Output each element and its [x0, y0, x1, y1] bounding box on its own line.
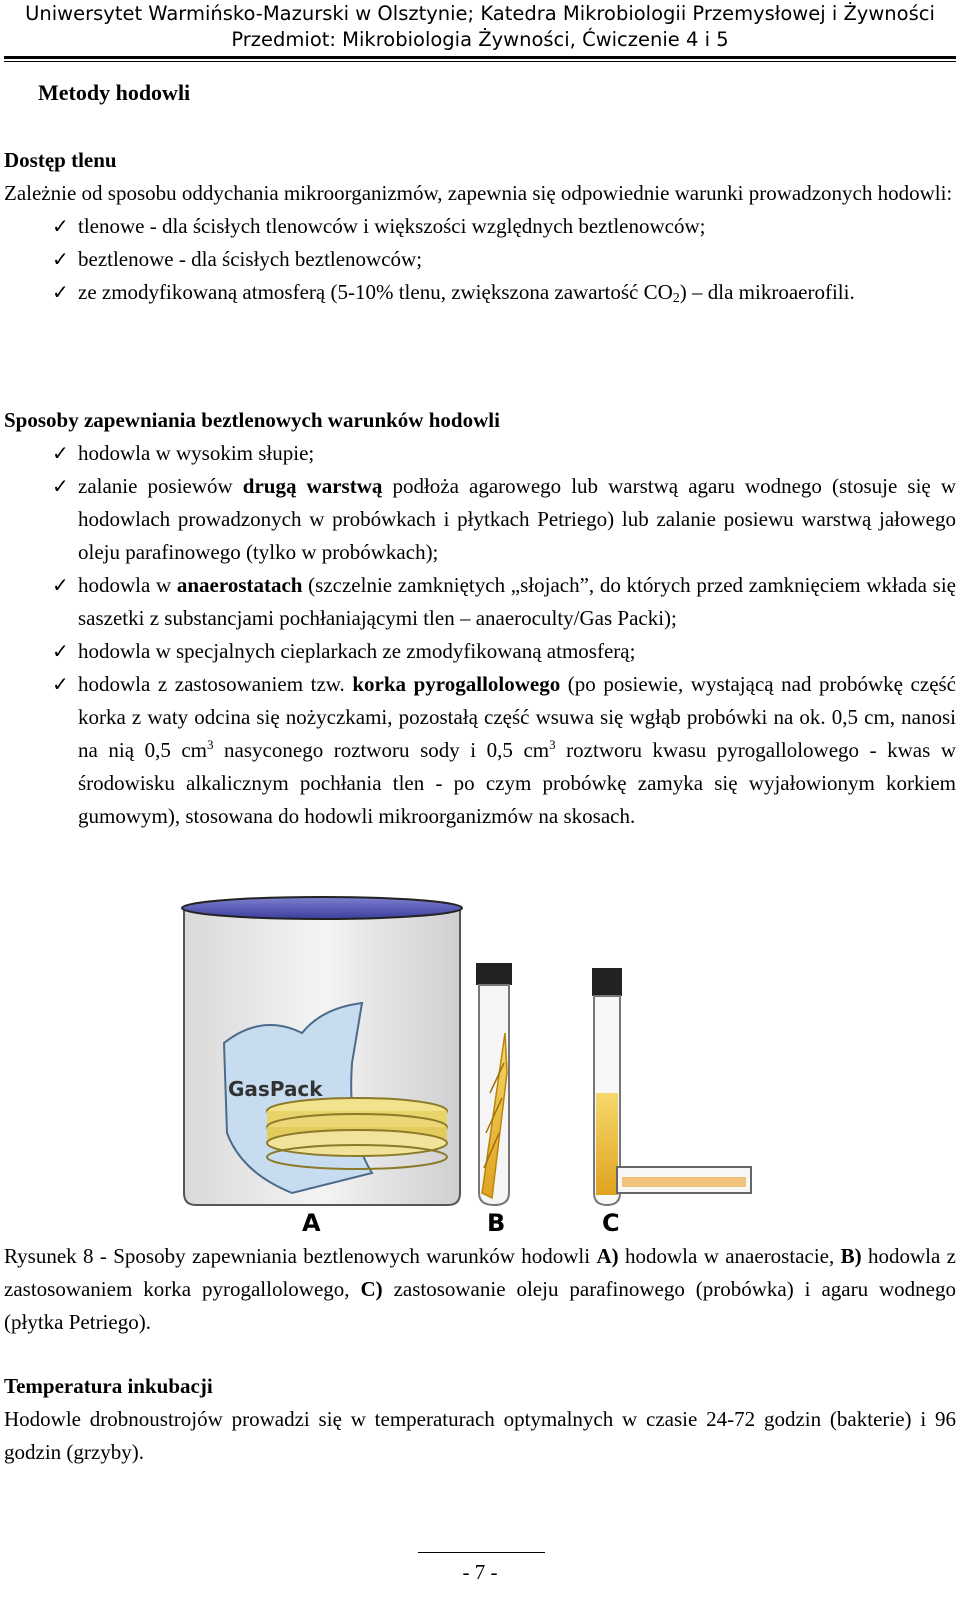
main-title: Metody hodowli	[38, 80, 191, 105]
anaerobic-title: Sposoby zapewniania beztlenowych warunków hodowli	[4, 408, 500, 432]
temperature-section	[4, 1370, 956, 1469]
check-icon: ✓	[52, 474, 69, 498]
header-rule	[4, 56, 956, 59]
header-rule-thin	[4, 61, 956, 62]
anaerobic-list	[4, 437, 956, 833]
page-header	[0, 0, 960, 53]
figure-caption: Rysunek 8 - Sposoby zapewniania beztlenowych warunków hodowli A) hodowla w anaerostacie, B) hodowla z zastosowaniem korka pyrogallolowego, C) zastosowanie oleju parafinowego (probówka) i agaru wodnego (płytka Petriego).	[4, 1244, 956, 1334]
oxygen-section	[4, 144, 956, 309]
figure-label-c: C	[602, 1209, 620, 1237]
check-icon: ✓	[52, 247, 69, 271]
check-icon: ✓	[52, 441, 69, 465]
check-icon: ✓	[52, 672, 69, 696]
jar-a	[182, 897, 462, 1205]
figure-label-a: A	[302, 1209, 321, 1237]
header-line-1: Uniwersytet Warmińsko-Mazurski w Olsztynie; Katedra Mikrobiologii Przemysłowej i Żywności	[25, 2, 935, 25]
tube-b	[476, 963, 512, 1205]
temperature-text: Hodowle drobnoustrojów prowadzi się w temperaturach optymalnych w czasie 24-72 godzin (bakterie) i 96 godzin (grzyby).	[4, 1407, 956, 1464]
list-item: ✓ ze zmodyfikowaną atmosferą (5-10% tlenu, zwiększona zawartość $CO_2$) – dla mikroaerofili.	[4, 276, 956, 309]
list-item: ✓ hodowla w specjalnych cieplarkach ze zmodyfikowaną atmosferą;	[4, 635, 956, 668]
check-icon: ✓	[52, 280, 69, 304]
oxygen-title: Dostęp tlenu	[4, 148, 117, 172]
header-line-2: Przedmiot: Mikrobiologia Żywności, Ćwiczenie 4 i 5	[231, 28, 729, 51]
check-icon: ✓	[52, 573, 69, 597]
list-item: ✓ hodowla w anaerostatach (szczelnie zamkniętych „słojach”, do których przed zamknięciem wkłada się saszetki z substancjami pochłaniającymi tlen – anaeroculty/Gas Packi);	[4, 569, 956, 635]
page-number: - 7 -	[462, 1560, 498, 1584]
anaerobic-figure	[172, 893, 762, 1238]
petri-plate-c	[617, 1167, 751, 1193]
list-item: ✓ zalanie posiewów drugą warstwą podłoża agarowego lub warstwą agaru wodnego (stosuje się w hodowlach prowadzonych w probówkach i płytkach Petriego) lub zalanie posiewu warstwą jałowego oleju parafinowego (tylko w probówkach);	[4, 470, 956, 569]
oxygen-intro: Zależnie od sposobu oddychania mikroorganizmów, zapewnia się odpowiednie warunki prowadzonych hodowli:	[4, 181, 953, 205]
temperature-title: Temperatura inkubacji	[4, 1374, 213, 1398]
gaspack-label: GasPack	[228, 1077, 323, 1101]
anaerobic-section	[4, 404, 956, 833]
oxygen-list	[4, 210, 956, 309]
list-item: ✓ beztlenowe - dla ścisłych beztlenowców;	[4, 243, 956, 276]
figure-label-b: B	[487, 1209, 506, 1237]
list-item: ✓ tlenowe - dla ścisłych tlenowców i większości względnych beztlenowców;	[4, 210, 956, 243]
check-icon: ✓	[52, 639, 69, 663]
figure-illustration	[172, 893, 762, 1238]
footer-rule	[418, 1552, 545, 1553]
list-item: ✓ hodowla z zastosowaniem tzw. korka pyrogallolowego (po posiewie, wystającą nad probówkę część korka z waty odcina się nożyczkami, pozostałą część wsuwa się wgłąb probówki na ok. 0,5 cm, nanosi na nią 0,5 $cm^3$ nasyconego roztworu sody i 0,5 $cm^3$ roztworu kwasu pyrogallolowego - kwas w środowisku alkalicznym pochłania tlen - po czym probówkę zamyka się wyjałowionym korkiem gumowym), stosowana do hodowli mikroorganizmów na skosach.	[4, 668, 956, 833]
check-icon: ✓	[52, 214, 69, 238]
list-item: ✓ hodowla w wysokim słupie;	[4, 437, 956, 470]
